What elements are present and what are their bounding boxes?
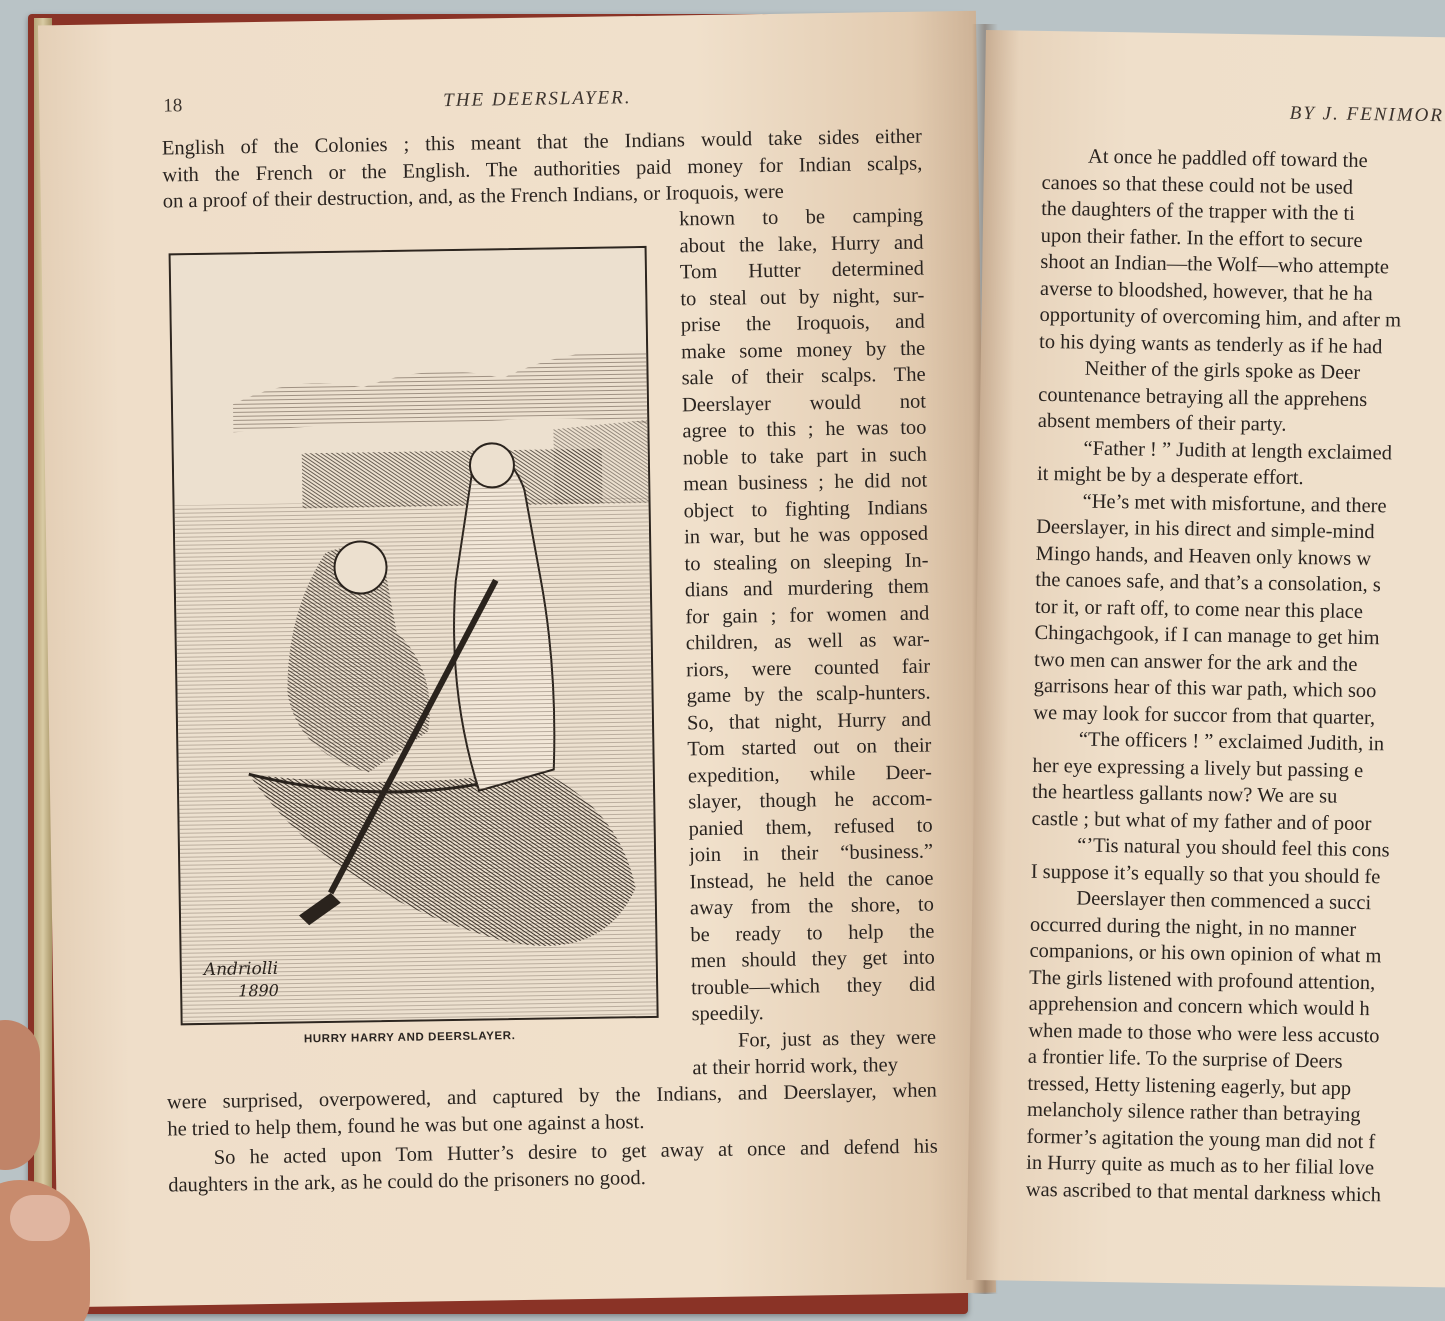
- text-line: to stealing on sleeping In-: [684, 549, 929, 575]
- text-line: at their horrid work, they: [692, 1053, 899, 1079]
- text-line: prise the Iroquois, and: [680, 310, 925, 337]
- text-line: away from the shore, to: [689, 893, 935, 920]
- running-head-right: BY J. FENIMOR: [1289, 102, 1445, 127]
- text-line: opportunity of overcoming him, and after m: [1039, 303, 1402, 332]
- text-line: So, that night, Hurry and: [686, 708, 932, 734]
- text-line: on a proof of their destruction, and, as the French Indians, or Iroquois, were: [162, 180, 784, 213]
- text-line: object to fighting Indians: [683, 496, 928, 522]
- text-line: companions, or his own opinion of what m: [1029, 939, 1382, 968]
- text-line: Mingo hands, and Heaven only knows w: [1035, 542, 1372, 570]
- text-line: panied them, refused to: [688, 813, 933, 840]
- text-line: I suppose it’s equally so that you should fe: [1030, 860, 1381, 888]
- text-line: upon their father. In the effort to secure: [1040, 224, 1363, 252]
- text-line: were surprised, overpowered, and captured by the Indians, and Deerslayer, when: [166, 1079, 938, 1114]
- text-line: with the French or the English. The authorities paid money for Indian scalps,: [162, 152, 923, 187]
- text-line: Deerslayer then commenced a succi: [1076, 887, 1372, 915]
- text-line: Tom Hutter determined: [679, 257, 925, 284]
- text-line: the canoes safe, and that’s a consolation, s: [1035, 568, 1382, 597]
- text-line: tor it, or raft off, to come near this place: [1034, 595, 1364, 623]
- paragraph-column-continued: [692, 1024, 937, 1081]
- text-line: expedition, while Deer-: [687, 760, 932, 787]
- paragraph-column: [679, 203, 936, 1028]
- right-page: [966, 30, 1445, 1287]
- text-line: children, as well as war-: [685, 628, 930, 655]
- text-line: absent members of their party.: [1037, 409, 1287, 436]
- text-line: her eye expressing a lively but passing e: [1032, 754, 1364, 782]
- text-line: to steal out by night, sur-: [680, 284, 925, 310]
- text-line: join in their “business.”: [688, 840, 934, 867]
- text-line: we may look for succor from that quarter,: [1033, 701, 1376, 729]
- text-line: sale of their scalps. The: [681, 363, 926, 390]
- text-line: be ready to help the: [690, 919, 935, 946]
- text-line: daughters in the ark, as he could do the prisoners no good.: [168, 1166, 646, 1197]
- text-line: men should they get into: [690, 946, 935, 973]
- text-line: former’s agitation the young man did not f: [1026, 1125, 1376, 1153]
- text-line: canoes so that these could not be used: [1041, 171, 1354, 199]
- illustration-year: 1890: [238, 980, 280, 1001]
- text-line: “He’s met with misfortune, and there: [1082, 490, 1387, 517]
- text-line: dians and murdering them: [684, 575, 930, 602]
- text-line: game by the scalp-hunters.: [686, 681, 931, 708]
- illustration-drawing: [171, 248, 657, 1023]
- illustration-caption: HURRY HARRY AND DEERSLAYER.: [303, 1030, 516, 1046]
- text-line: to his dying wants as tenderly as if he had: [1038, 330, 1383, 358]
- left-page: [38, 11, 996, 1308]
- text-line: “The officers ! ” exclaimed Judith, in: [1078, 728, 1385, 756]
- text-line: in Hurry quite as much as to her filial love: [1026, 1151, 1375, 1180]
- text-line: “Father ! ” Judith at length exclaimed: [1083, 437, 1393, 464]
- text-line: was ascribed to that mental darkness which: [1025, 1178, 1382, 1206]
- text-line: mean business ; he did not: [683, 469, 928, 496]
- text-line: speedily.: [691, 1002, 764, 1026]
- text-line: the heartless gallants now? We are su: [1031, 780, 1338, 808]
- text-line: castle ; but what of my father and of poor: [1031, 807, 1372, 835]
- text-line: Instead, he held the canoe: [689, 866, 934, 893]
- thumb-nail: [10, 1195, 70, 1241]
- text-line: shoot an Indian—the Wolf—who attempte: [1040, 250, 1390, 279]
- text-line: when made to those who were less accusto: [1028, 1019, 1380, 1047]
- illustration: [169, 246, 659, 1025]
- text-line: slayer, though he accom-: [688, 787, 933, 814]
- text-line: a frontier life. To the surprise of Deers: [1027, 1045, 1343, 1073]
- text-line: he tried to help them, found he was but one against a host.: [167, 1110, 645, 1141]
- text-line: in war, but he was opposed: [683, 522, 929, 549]
- text-line: riors, were counted fair: [686, 655, 931, 681]
- text-line: make some money by the: [681, 337, 926, 363]
- text-line: two men can answer for the ark and the: [1033, 648, 1358, 676]
- text-line: At once he paddled off toward the: [1087, 145, 1368, 173]
- text-line: countenance betraying all the apprehens: [1038, 383, 1368, 411]
- text-line: For, just as they were: [737, 1026, 937, 1052]
- paragraph-bottom: [167, 1077, 938, 1142]
- text-line: English of the Colonies ; this meant that the Indians would take sides either: [161, 125, 923, 160]
- text-line: about the lake, Hurry and: [679, 231, 924, 257]
- text-line: for gain ; for women and: [685, 602, 930, 628]
- text-line: agree to this ; he was too: [682, 416, 927, 443]
- text-line: Chingachgook, if I can manage to get him: [1034, 621, 1380, 650]
- text-line: the daughters of the trapper with the ti: [1041, 197, 1356, 225]
- paragraph-right: [1026, 143, 1445, 1210]
- text-line: averse to bloodshed, however, that he ha: [1039, 277, 1373, 305]
- paragraph-final: [168, 1133, 939, 1198]
- paragraph-top: [162, 124, 923, 215]
- text-line: occurred during the night, in no manner: [1029, 913, 1357, 941]
- text-line: noble to take part in such: [682, 443, 928, 469]
- text-line: it might be by a desperate effort.: [1036, 462, 1304, 490]
- text-line: tressed, Hetty listening eagerly, but app: [1027, 1072, 1352, 1100]
- text-line: The girls listened with profound attention,: [1028, 966, 1376, 994]
- text-line: Tom started out on their: [687, 734, 932, 761]
- text-line: So he acted upon Tom Hutter’s desire to get away at once and defend his: [213, 1135, 938, 1169]
- text-line: “’Tis natural you should feel this cons: [1077, 834, 1390, 862]
- running-head: THE DEERSLAYER.: [443, 87, 632, 112]
- text-line: trouble—which they did: [691, 972, 936, 999]
- text-line: Neither of the girls spoke as Deer: [1084, 357, 1361, 384]
- hand-finger: [0, 1020, 40, 1170]
- text-line: Deerslayer, in his direct and simple-mind: [1036, 515, 1375, 544]
- text-line: melancholy silence rather than betraying: [1026, 1098, 1361, 1127]
- page-number: 18: [163, 95, 183, 117]
- text-line: garrisons hear of this war path, which soo: [1033, 674, 1377, 703]
- text-line: known to be camping: [678, 204, 924, 231]
- text-line: Deerslayer would not: [681, 390, 927, 416]
- illustration-signature: Andriolli: [203, 958, 279, 980]
- text-line: apprehension and concern which would h: [1028, 992, 1370, 1021]
